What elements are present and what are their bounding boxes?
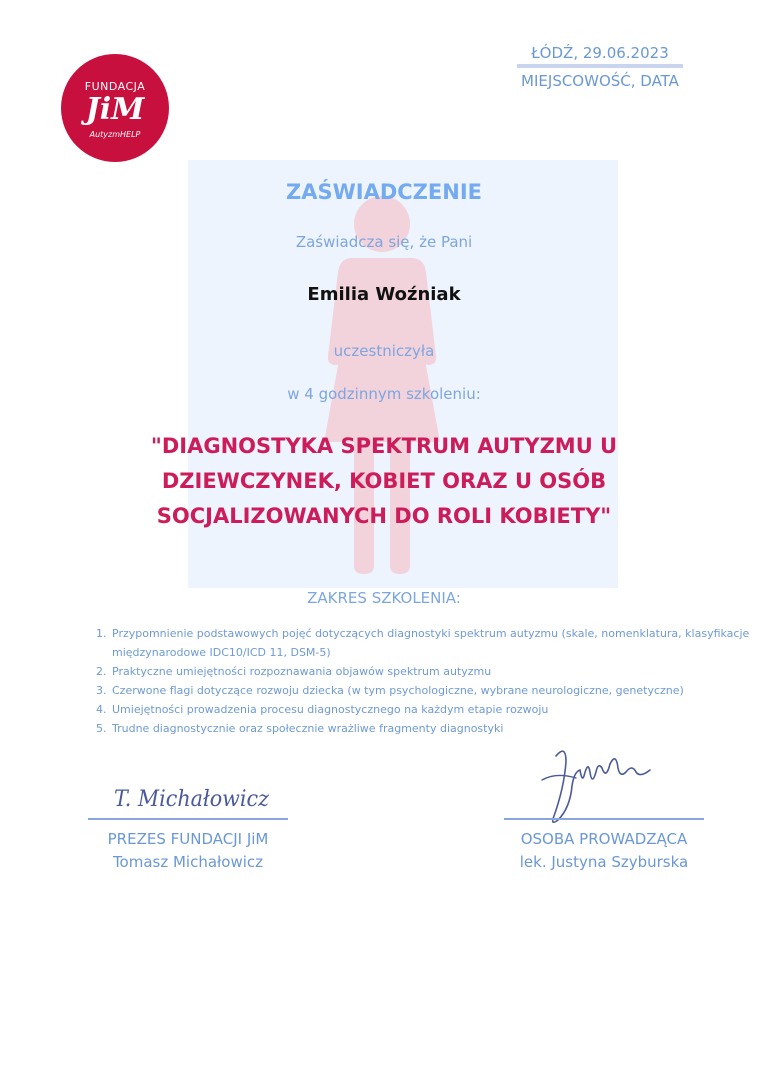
logo-text-fundacja: FUNDACJA <box>84 80 146 93</box>
topic-item: 5. Trudne diagnostycznie oraz społecznie wrażliwe fragmenty diagnostyki <box>110 719 750 738</box>
trainer-signature <box>536 742 666 826</box>
participant-name: Emilia Woźniak <box>307 284 461 305</box>
place-date-value: ŁÓDŹ, 29.06.2023 <box>517 44 683 68</box>
topic-item: 3. Czerwone flagi dotyczące rozwoju dziecka (w tym psychologiczne, wybrane neurologiczne, genetyczne) <box>110 681 750 700</box>
course-title: "DIAGNOSTYKA SPEKTRUM AUTYZMU U DZIEWCZYNEK, KOBIET ORAZ U OSÓB SOCJALIZOWANYCH DO ROLI KOBIETY" <box>150 434 618 528</box>
trainer-role: OSOBA PROWADZĄCA <box>520 830 688 848</box>
trainer-signature-line <box>504 818 704 820</box>
trainer-name: lek. Justyna Szyburska <box>519 853 689 871</box>
president-signature-block <box>88 818 288 874</box>
foundation-logo <box>61 54 169 162</box>
topic-item: 4. Umiejętności prowadzenia procesu diagnostycznego na każdym etapie rozwoju <box>110 700 750 719</box>
logo-text-tagline: AutyzmHELP <box>89 130 141 139</box>
topic-item: 1. Przypomnienie podstawowych pojęć dotyczących diagnostyki spektrum autyzmu (skale, nomenklatura, klasyfikacje międzynarodowe IDC10/ICD 11, DSM-5) <box>110 624 750 662</box>
trainer-signature-block <box>504 818 704 874</box>
president-role: PREZES FUNDACJI JiM <box>107 830 269 848</box>
logo-text-jim: JiM <box>85 92 145 127</box>
topics-list <box>96 624 750 738</box>
president-signature <box>108 780 278 814</box>
participated-text: uczestniczyła <box>333 342 435 360</box>
place-date-caption: MIEJSCOWOŚĆ, DATA <box>521 72 679 90</box>
president-signature-line <box>88 818 288 820</box>
scope-heading: ZAKRES SZKOLENIA: <box>307 589 461 607</box>
place-date-block <box>500 44 700 90</box>
president-signature-text: T. Michałowicz <box>114 787 270 812</box>
president-name: Tomasz Michałowicz <box>112 853 264 871</box>
topic-item: 2. Praktyczne umiejętności rozpoznawania objawów spektrum autyzmu <box>110 662 750 681</box>
certificate-intro: Zaświadcza się, że Pani <box>295 233 473 251</box>
training-length-text: w 4 godzinnym szkoleniu: <box>287 385 481 403</box>
certificate-title: ZAŚWIADCZENIE <box>286 180 482 204</box>
